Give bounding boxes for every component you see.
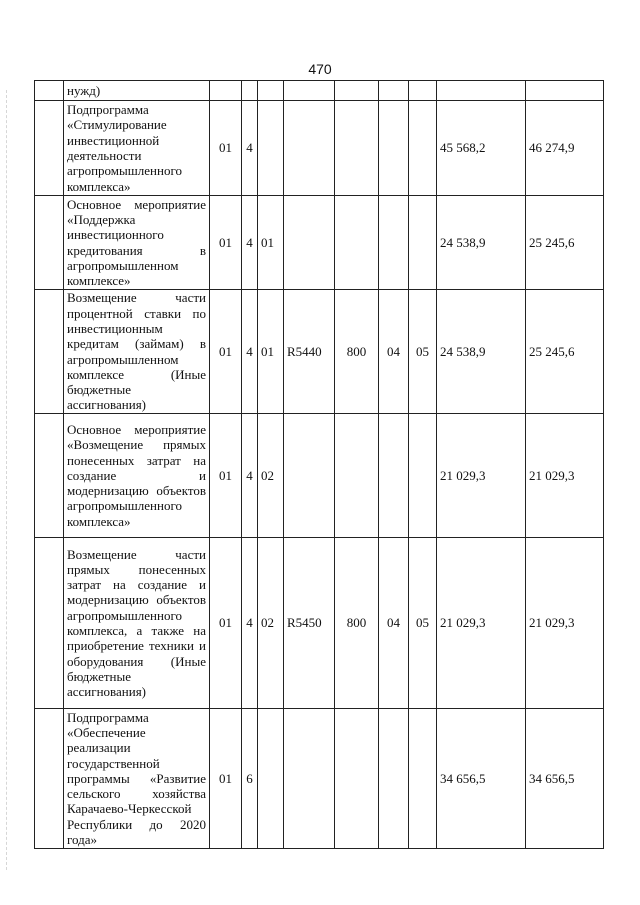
code-event-cell: 01 (258, 290, 284, 414)
code-section-cell (379, 709, 409, 849)
code-subprogram-cell: 4 (242, 101, 258, 196)
code-subprogram-cell: 4 (242, 414, 258, 538)
code-subprogram-cell: 4 (242, 290, 258, 414)
code-program-cell: 01 (210, 196, 242, 290)
amount-year-1-cell: 24 538,9 (437, 290, 526, 414)
code-event-cell (258, 709, 284, 849)
code-event-cell: 02 (258, 414, 284, 538)
code-direction-cell: R5440 (284, 290, 335, 414)
code-subprogram-cell (242, 81, 258, 101)
code-subsection-cell (409, 101, 437, 196)
item-name-cell: Основное мероприятие «Поддержка инвестиционного кредитования в агропромышленном комплексе» (64, 196, 210, 290)
amount-year-2-cell: 21 029,3 (526, 414, 604, 538)
code-direction-cell (284, 196, 335, 290)
item-name-cell: Возмещение части прямых понесенных затрат на создание и модернизацию объектов агропромышленного комплекса, а также на приобретение техники и оборудования (Иные бюджетные ассигнования) (64, 538, 210, 709)
amount-year-1-cell: 21 029,3 (437, 414, 526, 538)
code-subprogram-cell: 4 (242, 196, 258, 290)
code-event-cell (258, 81, 284, 101)
code-expense-type-cell (335, 414, 379, 538)
code-expense-type-cell: 800 (335, 538, 379, 709)
item-name-cell: Подпрограмма «Стимулирование инвестиционной деятельности агропромышленного комплекса» (64, 101, 210, 196)
code-subsection-cell: 05 (409, 290, 437, 414)
row-number-cell (35, 414, 64, 538)
code-direction-cell (284, 81, 335, 101)
code-section-cell (379, 196, 409, 290)
amount-year-1-cell: 34 656,5 (437, 709, 526, 849)
budget-table (34, 80, 604, 849)
table-row (35, 101, 604, 196)
code-program-cell (210, 81, 242, 101)
item-name-cell: Основное мероприятие «Возмещение прямых понесенных затрат на создание и модернизацию объектов агропромышленного комплекса» (64, 414, 210, 538)
code-program-cell: 01 (210, 709, 242, 849)
table-row (35, 290, 604, 414)
code-section-cell: 04 (379, 538, 409, 709)
amount-year-1-cell: 21 029,3 (437, 538, 526, 709)
code-program-cell: 01 (210, 101, 242, 196)
code-section-cell (379, 101, 409, 196)
code-program-cell: 01 (210, 290, 242, 414)
row-number-cell (35, 709, 64, 849)
code-subsection-cell (409, 414, 437, 538)
amount-year-2-cell: 25 245,6 (526, 290, 604, 414)
code-subsection-cell (409, 709, 437, 849)
row-number-cell (35, 101, 64, 196)
amount-year-1-cell: 45 568,2 (437, 101, 526, 196)
table-row (35, 196, 604, 290)
item-name-cell: нужд) (64, 81, 210, 101)
amount-year-2-cell (526, 81, 604, 101)
code-subprogram-cell: 6 (242, 709, 258, 849)
code-event-cell: 02 (258, 538, 284, 709)
row-number-cell (35, 81, 64, 101)
code-expense-type-cell (335, 196, 379, 290)
amount-year-2-cell: 46 274,9 (526, 101, 604, 196)
code-section-cell (379, 414, 409, 538)
row-number-cell (35, 538, 64, 709)
table-row (35, 538, 604, 709)
code-event-cell: 01 (258, 196, 284, 290)
row-number-cell (35, 290, 64, 414)
amount-year-1-cell (437, 81, 526, 101)
code-program-cell: 01 (210, 414, 242, 538)
table-row (35, 709, 604, 849)
code-expense-type-cell (335, 709, 379, 849)
code-section-cell: 04 (379, 290, 409, 414)
code-subsection-cell: 05 (409, 538, 437, 709)
code-subsection-cell (409, 196, 437, 290)
code-section-cell (379, 81, 409, 101)
code-expense-type-cell (335, 81, 379, 101)
code-direction-cell (284, 101, 335, 196)
code-expense-type-cell: 800 (335, 290, 379, 414)
code-expense-type-cell (335, 101, 379, 196)
code-direction-cell (284, 709, 335, 849)
amount-year-2-cell: 21 029,3 (526, 538, 604, 709)
item-name-cell: Возмещение части процентной ставки по инвестиционным кредитам (займам) в агропромышленном комплексе (Иные бюджетные ассигнования) (64, 290, 210, 414)
page-number: 470 (308, 61, 332, 77)
code-subprogram-cell: 4 (242, 538, 258, 709)
row-number-cell (35, 196, 64, 290)
code-direction-cell (284, 414, 335, 538)
amount-year-2-cell: 34 656,5 (526, 709, 604, 849)
code-program-cell: 01 (210, 538, 242, 709)
code-subsection-cell (409, 81, 437, 101)
item-name-cell: Подпрограмма «Обеспечение реализации государственной программы «Развитие сельского хозяйства Карачаево-Черкесской Республики до 2020 года» (64, 709, 210, 849)
scan-gutter-line (6, 90, 8, 870)
code-event-cell (258, 101, 284, 196)
amount-year-2-cell: 25 245,6 (526, 196, 604, 290)
table-row (35, 81, 604, 101)
code-direction-cell: R5450 (284, 538, 335, 709)
table-row (35, 414, 604, 538)
amount-year-1-cell: 24 538,9 (437, 196, 526, 290)
